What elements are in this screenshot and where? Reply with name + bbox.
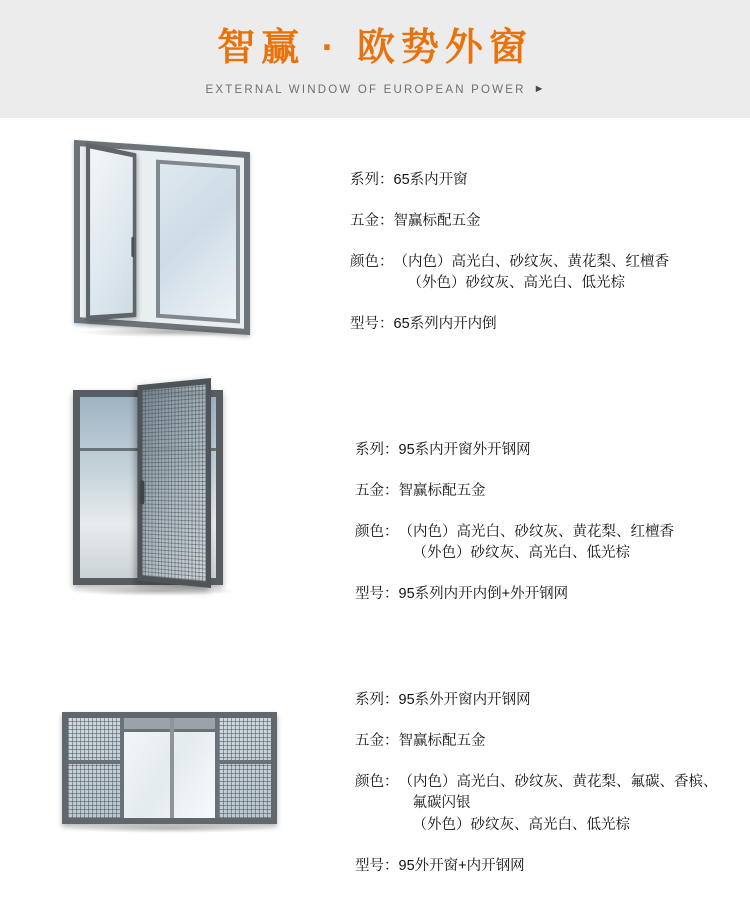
spec-series-value: 95系外开窗内开钢网 — [398, 692, 531, 708]
spec-model — [355, 856, 732, 878]
spec-color-label: 颜色： — [350, 253, 394, 270]
spec-color-label: 颜色： — [355, 773, 399, 790]
spec-hardware — [350, 211, 730, 233]
spec-color-label: 颜色： — [355, 523, 399, 540]
spec-color-inner-cont: 氟碳闪银 — [412, 795, 471, 812]
spec-hardware-value: 智赢标配五金 — [398, 482, 486, 499]
window-sash-joint — [170, 718, 174, 818]
spec-model-label: 型号： — [355, 586, 399, 602]
product-block-3 — [62, 690, 732, 878]
header-subtitle: EXTERNAL WINDOW OF EUROPEAN POWER — [205, 83, 526, 96]
window-fixed-pane — [156, 160, 240, 324]
spec-hardware-label: 五金： — [355, 732, 399, 749]
product-3-specs — [355, 690, 732, 878]
product-1-specs — [350, 170, 730, 336]
spec-hardware — [355, 481, 735, 503]
window-handle-icon — [140, 480, 145, 504]
product-2-specs — [355, 440, 735, 606]
window-center-sliding-pane — [124, 718, 215, 818]
window-frame — [62, 712, 277, 824]
spec-color-value — [399, 772, 733, 837]
page-title: 智赢 · 欧势外窗 — [217, 27, 533, 70]
spec-series-value: 65系内开窗 — [393, 172, 468, 188]
spec-model — [355, 584, 735, 606]
window-frame — [74, 140, 250, 335]
window-open-screen-leaf — [137, 378, 211, 588]
spec-series — [350, 170, 730, 192]
header-subtitle-row — [206, 84, 545, 96]
spec-color — [355, 522, 735, 566]
window-95-outward-casement-inward-screen-image — [62, 704, 282, 834]
spec-series-label: 系列： — [355, 692, 399, 708]
spec-hardware-label: 五金： — [350, 212, 394, 229]
spec-color — [355, 772, 732, 837]
spec-hardware-value: 智赢标配五金 — [393, 212, 481, 229]
spec-hardware-value: 智赢标配五金 — [398, 732, 486, 749]
window-shadow — [78, 328, 250, 337]
spec-color-value — [394, 252, 731, 296]
spec-series — [355, 690, 732, 712]
spec-model-label: 型号： — [355, 857, 399, 874]
spec-hardware-label: 五金： — [355, 482, 399, 499]
spec-color-value — [399, 522, 736, 566]
spec-color-outer: （外色）砂纹灰、高光白、低光棕 — [412, 817, 630, 833]
spec-series-label: 系列： — [355, 442, 399, 458]
window-screen-bar — [68, 760, 120, 764]
spec-model-value: 95外开窗+内开钢网 — [398, 857, 525, 874]
spec-series-value: 95系内开窗外开钢网 — [398, 442, 531, 458]
spec-hardware — [355, 731, 732, 753]
spec-color-inner: （内色）高光白、砂纹灰、黄花梨、红檀香 — [398, 523, 674, 540]
spec-series — [355, 440, 735, 462]
product-block-1 — [60, 140, 730, 336]
window-right-screen-pane — [215, 718, 271, 818]
spec-model-value: 65系列内开内倒 — [393, 316, 497, 332]
window-left-screen-pane — [68, 718, 124, 818]
window-shadow — [75, 586, 235, 596]
screen-mesh-texture — [142, 384, 206, 581]
window-65-inward-casement-image — [60, 140, 255, 335]
spec-color — [350, 252, 730, 296]
header-banner — [0, 0, 750, 118]
window-screen-bar — [219, 760, 271, 764]
spec-color-outer: （外色）砂纹灰、高光白、低光棕 — [407, 275, 625, 292]
spec-model-label: 型号： — [350, 316, 394, 332]
arrow-right-icon: ► — [533, 83, 545, 96]
spec-color-inner: （内色）高光白、砂纹灰、黄花梨、红檀香 — [393, 253, 669, 270]
spec-series-label: 系列： — [350, 172, 394, 188]
spec-color-inner: （内色）高光白、砂纹灰、黄花梨、氟碳、香槟、 — [398, 773, 718, 790]
spec-model — [350, 314, 730, 336]
spec-model-value: 95系列内开内倒+外开钢网 — [398, 586, 569, 602]
window-open-leaf — [86, 143, 136, 321]
spec-color-outer: （外色）砂纹灰、高光白、低光棕 — [412, 545, 630, 562]
product-block-2 — [65, 390, 735, 606]
window-shadow — [66, 824, 274, 833]
window-95-inward-casement-outward-screen-image — [65, 390, 250, 605]
window-handle-icon — [131, 237, 134, 257]
